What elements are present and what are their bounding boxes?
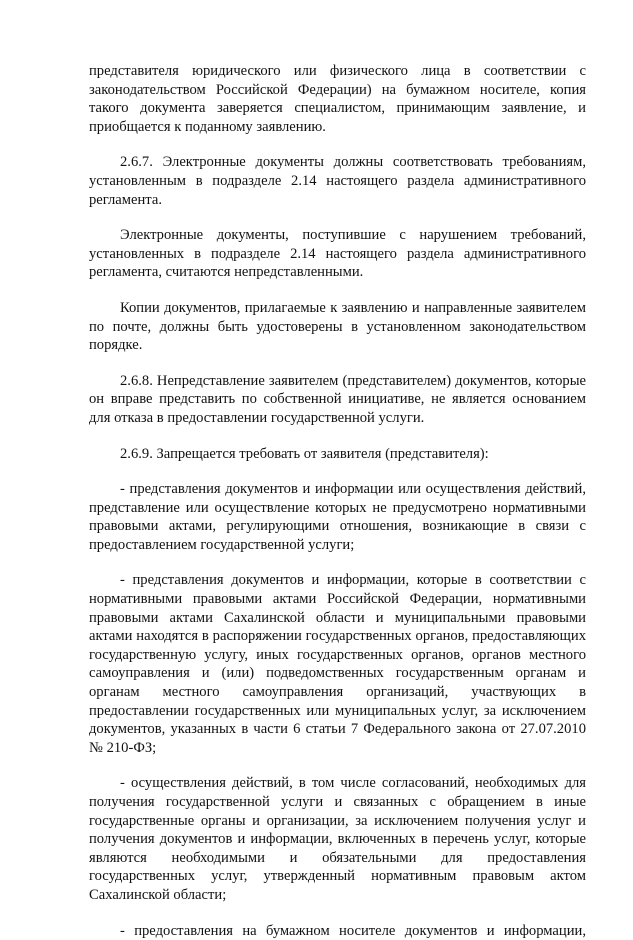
list-item-documents-not-required: - представления документов и информации или осуществления действий, представление или осуществление которых не предусмотрено нормативными правовыми актами, регулирующими отношения, возникающие в связи с предоставлением государственной услуги; bbox=[89, 481, 586, 553]
paragraph-electronic-documents-violation: Электронные документы, поступившие с нарушением требований, установленных в подразделе 2.14 настоящего раздела административного регламента, считаются непредставленными. bbox=[89, 227, 586, 281]
paragraph-2-6-8: 2.6.8. Непредставление заявителем (представителем) документов, которые он вправе представить по собственной инициативе, не является основанием для отказа в предоставлении государственной услуги. bbox=[89, 372, 586, 426]
document-body bbox=[89, 62, 586, 940]
list-item-paper-documents: - предоставления на бумажном носителе документов и информации, bbox=[120, 922, 586, 939]
paragraph-copies-by-mail: Копии документов, прилагаемые к заявлению и направленные заявителем по почте, должны быть удостоверены в установленном законодательством порядке. bbox=[89, 299, 586, 354]
list-item-documents-in-possession: - представления документов и информации, которые в соответствии с нормативными правовыми актами Российской Федерации, нормативными правовыми актами Сахалинской области и муниципальными правовыми актами находятся в распоряжении государственных органов, предоставляющих государственную услугу, иных государственных органов, органов местного самоуправления и (или) подведомственных государственным органам и органам местного самоуправления организаций, участвующих в предоставлении государственных или муниципальных услуг, за исключением документов, указанных в части 6 статьи 7 Федерального закона от 27.07.2010 № 210-ФЗ; bbox=[89, 572, 586, 756]
paragraph-2-6-9: 2.6.9. Запрещается требовать от заявителя (представителя): bbox=[120, 445, 489, 462]
list-item-actions-approvals: - осуществления действий, в том числе согласований, необходимых для получения государственной услуги и связанных с обращением в иные государственные органы и организации, за исключением получения услуг и получения документов и информации, включенных в перечень услуг, которые являются необходимыми и обязательными для предоставления государственных услуг, утвержденный нормативным правовым актом Сахалинской области; bbox=[89, 775, 586, 903]
paragraph-continuation-copy-certification: представителя юридического или физического лица в соответствии с законодательством Российской Федерации) на бумажном носителе, копия такого документа заверяется специалистом, принимающим заявление, и приобщается к поданному заявлению. bbox=[89, 63, 586, 135]
paragraph-2-6-7: 2.6.7. Электронные документы должны соответствовать требованиям, установленным в подразделе 2.14 настоящего раздела административного регламента. bbox=[89, 154, 586, 208]
